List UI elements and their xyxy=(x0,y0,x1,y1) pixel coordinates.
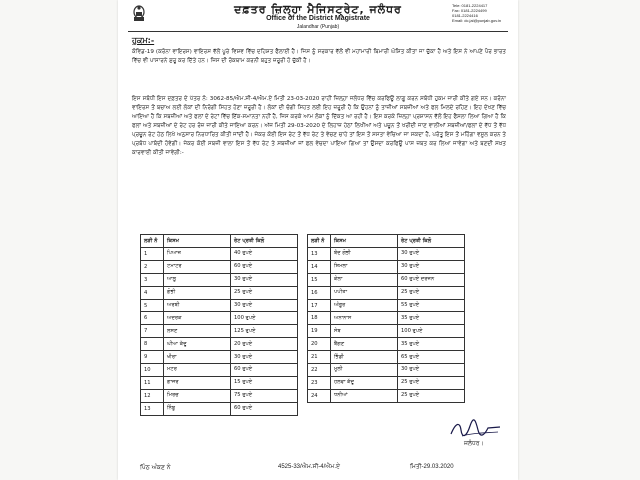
row-serial: 9 xyxy=(141,351,164,364)
table-row xyxy=(141,299,298,312)
row-serial: 18 xyxy=(308,312,331,325)
row-item: ਮੂਲੀ xyxy=(331,364,398,377)
row-rate: 75 ਰੁਪਏ xyxy=(231,389,298,402)
office-title-punjabi: ਦਫ਼ਤਰ ਜ਼ਿਲ੍ਹਾ ਮੈਜਿਸਟ੍ਰੇਟ, ਜਲੰਧਰ xyxy=(234,3,402,16)
table-row xyxy=(141,402,298,415)
row-rate: 125 ਰੁਪਏ xyxy=(231,325,298,338)
endorsement-date: ਮਿਤੀ-29.03.2020 xyxy=(410,464,454,470)
row-item: ਪਪੀਤਾ xyxy=(331,286,398,299)
table-row xyxy=(308,260,465,273)
contact-block xyxy=(452,3,510,23)
row-rate: 15 ਰੁਪਏ xyxy=(231,376,298,389)
row-serial: 13 xyxy=(308,248,331,261)
row-item: ਧਨੀਆਂ xyxy=(331,389,398,402)
rate-table-right xyxy=(307,234,465,403)
header-rate: ਰੇਟ ਪ੍ਰਤੀ ਕਿਲੋ xyxy=(231,235,298,248)
signature-icon xyxy=(448,418,503,440)
row-item: ਆਲੂ xyxy=(164,273,231,286)
row-item: ਮਟਰ xyxy=(164,364,231,377)
row-serial: 13 xyxy=(141,402,164,415)
document-page xyxy=(118,0,518,480)
row-serial: 7 xyxy=(141,325,164,338)
row-serial: 17 xyxy=(308,299,331,312)
table-row xyxy=(308,273,465,286)
row-rate: 60 ਰੁਪਏ xyxy=(231,402,298,415)
row-item: ਪਿਆਜ਼ xyxy=(164,248,231,261)
table-row xyxy=(308,351,465,364)
row-rate: 35 ਰੁਪਏ xyxy=(398,338,465,351)
table-row xyxy=(141,312,298,325)
paragraph-intro: ਕੋਵਿਡ-19 (ਕਰੋਨਾ ਵਾਇਰਸ) ਵਾਇਰਸ ਵੱਲੋਂ ਪੂਰੇ ਵਿਸ਼ਵ ਵਿੱਚ ਦਹਿਸ਼ਤ ਫੈਲਾਈ ਹੈ। ਜਿਸ ਨੂੰ ਸਰਕਾਰ ਵੱਲੋਂ ਵੀ ਮਹਾਂਮਾਰੀ ਬਿਮਾਰੀ ਘੋਸ਼ਿਤ ਕੀਤਾ ਜਾ ਚੁੱਕਾ ਹੈ ਅਤੇ ਇਸ ਨੇ ਆਪਣੇ ਪੈਰ ਭਾਰਤ ਵਿੱਚ ਵੀ ਪਾਸਾਰਨੇ ਸ਼ੁਰੂ ਕਰ ਦਿੱਤੇ ਹਨ। ਜਿਸ ਦੀ ਰੋਕਥਾਮ ਕਰਨੀ ਬਹੁਤ ਜ਼ਰੂਰੀ ਹੋ ਚੁੱਕੀ ਹੈ। xyxy=(132,49,506,64)
row-item: ਗਾਜਰ xyxy=(164,376,231,389)
row-serial: 6 xyxy=(141,312,164,325)
row-rate: 30 ਰੁਪਏ xyxy=(398,248,465,261)
row-rate: 100 ਰੁਪਏ xyxy=(398,325,465,338)
row-item: ਹਲਵਾ ਕੱਦੂ xyxy=(331,376,398,389)
table-row xyxy=(141,273,298,286)
row-rate: 30 ਰੁਪਏ xyxy=(398,364,465,377)
row-rate: 35 ਰੁਪਏ xyxy=(398,312,465,325)
table-row xyxy=(308,338,465,351)
row-serial: 12 xyxy=(141,389,164,402)
table-row xyxy=(308,376,465,389)
row-rate: 30 ਰੁਪਏ xyxy=(231,273,298,286)
row-item: ਟਮਾਟਰ xyxy=(164,260,231,273)
row-rate: 65 ਰੁਪਏ xyxy=(398,351,465,364)
header-item: ਕਿਸਮ xyxy=(331,235,398,248)
row-serial: 23 xyxy=(308,376,331,389)
row-item: ਸੇਬ xyxy=(331,325,398,338)
row-rate: 40 ਰੁਪਏ xyxy=(231,248,298,261)
contact-line: Fax: 0181-2224499 xyxy=(452,8,487,13)
row-serial: 1 xyxy=(141,248,164,261)
row-serial: 16 xyxy=(308,286,331,299)
table-row xyxy=(308,389,465,402)
row-serial: 15 xyxy=(308,273,331,286)
row-rate: 25 ਰੁਪਏ xyxy=(231,286,298,299)
office-title-english: Office of the District Magistrate xyxy=(266,15,370,22)
row-serial: 24 xyxy=(308,389,331,402)
row-serial: 2 xyxy=(141,260,164,273)
table-row xyxy=(141,260,298,273)
row-rate: 25 ਰੁਪਏ xyxy=(398,376,465,389)
row-serial: 21 xyxy=(308,351,331,364)
rate-table-left xyxy=(140,234,298,416)
table-row xyxy=(308,248,465,261)
signatory-place: ਜਲੰਧਰ। xyxy=(464,440,484,447)
row-item: ਅਰਬੀ xyxy=(164,299,231,312)
paragraph-order: ਇਸ ਸਬੰਧੀ ਇਸ ਦਫ਼ਤਰ ਦੇ ਪੱਤਰ ਨੰ: 3062-85/ਐਮ.ਸੀ-4/ਐਮ.ਏ ਮਿਤੀ 23-03-2020 ਰਾਹੀਂ ਜ਼ਿਲ੍ਹਾ ਜਲੰਧਰ ਵਿੱਚ ਕਰਫਿਊ ਲਾਗੂ ਕਰਨ ਸਬੰਧੀ ਹੁਕਮ ਜਾਰੀ ਕੀਤੇ ਗਏ ਸਨ। ਕਰੋਨਾ ਵਾਇਰਸ ਤੋਂ ਬਚਾਅ ਲਈ ਲੋਕਾਂ ਦੀ ਨਿਰੋਗੀ ਸਿਹਤ ਹੋਣਾ ਜ਼ਰੂਰੀ ਹੈ। ਲੋਕਾਂ ਦੀ ਚੰਗੀ ਸਿਹਤ ਲਈ ਇਹ ਜ਼ਰੂਰੀ ਹੈ ਕਿ ਉਹਨਾਂ ਨੂੰ ਤਾਜ਼ੀਆਂ ਸਬਜ਼ੀਆਂ ਅਤੇ ਫਲ ਮਿਲਦੇ ਰਹਿਣ। ਇਹ ਦੇਖਣ ਵਿੱਚ ਆਇਆ ਹੈ ਕਿ ਸਬਜ਼ੀਆਂ ਅਤੇ ਫਲਾਂ ਦੇ ਰੇਟਾਂ ਵਿੱਚ ਇੱਕ-ਸਮਾਨਤਾ ਨਹੀਂ ਹੈ, ਜਿਸ ਕਰਕੇ ਆਮ ਲੋਕਾਂ ਨੂੰ ਦਿੱਕਤ ਆ ਰਹੀ ਹੈ। ਇਸ ਕਰਕੇ ਜ਼ਿਲ੍ਹਾ ਪ੍ਰਸ਼ਾਸਨ ਵੱਲੋਂ ਇਹ ਫੈਸਲਾ ਲਿਆ ਗਿਆ ਹੈ ਕਿ ਫਲਾਂ ਅਤੇ ਸਬਜ਼ੀਆਂ ਦੇ ਰੇਟ ਹਰ ਰੋਜ਼ ਜਾਰੀ ਕੀਤੇ ਜਾਇਆ ਕਰਨ। ਅੱਜ ਮਿਤੀ 29-03-2020 ਦੇ ਲਿਹਾਜ਼ ਹੇਠਾਂ ਲਿਖੀਆਂ ਅਤੇ ਪਚੂਨ ਤੋਂ ਖਰੀਦੀ ਜਾਣ ਵਾਲੀਆਂ ਸਬਜ਼ੀਆਂ/ਫਲਾਂ ਦੇ ਵੱਧ ਤੋਂ ਵੱਧ ਪ੍ਰਚੂਨ ਰੇਟ ਹੇਠ ਲਿਖੇ ਅਨੁਸਾਰ ਨਿਰਧਾਰਿਤ ਕੀਤੀ ਜਾਂਦੀ ਹੈ। ਜੇਕਰ ਕੋਈ ਇਸ ਰੇਟ ਤੋਂ ਵੱਧ ਰੇਟ ਤੇ ਵੇਚਣ ਚਾਹੇ ਤਾਂ ਇਸ ਤੋਂ ਸਸਤਾ ਵੇਚਿਆ ਜਾ ਸਕਦਾ ਹੈ, ਪਰੰਤੂ ਇਸ ਤੋਂ ਮਹਿੰਗਾ ਵਸੂਲ ਕਰਨ ਤੇ ਪ੍ਰਬੰਧ ਪਾਬੰਦੀ ਹੋਵੇਗੀ। ਜੇਕਰ ਕੋਈ ਸਬਜ਼ੀ ਵਾਲਾ ਇਸ ਤੋਂ ਵੱਧ ਰੇਟ ਤੇ ਸਬਜ਼ੀਆਂ ਜਾਂ ਫਲ ਵੇਚਦਾ ਪਾਇਆ ਗਿਆ ਤਾਂ ਉਸਦਾ ਕਰਫਿਊ ਪਾਸ ਜ਼ਬਤ ਕਰ ਲਿਆ ਜਾਵੇਗਾ ਅਤੇ ਬਣਦੀ ਸਖ਼ਤ ਕਾਰਵਾਈ ਕੀਤੀ ਜਾਵੇਗੀ:- xyxy=(132,96,506,156)
row-item: ਘੀਆ ਕੱਦੂ xyxy=(164,338,231,351)
row-item: ਭਿੰਡੀ xyxy=(331,351,398,364)
endorsement-reference: 4525-33/ਐਮ.ਸੀ-4/ਐਮ.ਏ xyxy=(278,464,340,470)
table-row xyxy=(308,312,465,325)
row-rate: 100 ਰੁਪਏ xyxy=(231,312,298,325)
row-item: ਮਿਰਚ xyxy=(164,389,231,402)
table-row xyxy=(308,325,465,338)
header-item: ਕਿਸਮ xyxy=(164,235,231,248)
table-row xyxy=(141,325,298,338)
row-rate: 20 ਰੁਪਏ xyxy=(231,338,298,351)
row-item: ਨਿੰਬੂ xyxy=(164,402,231,415)
row-item: ਅੰਗੂਰ xyxy=(331,299,398,312)
contact-line: Email: dc.jal@punjab.gov.in xyxy=(452,18,502,23)
row-item: ਅਦਰਕ xyxy=(164,312,231,325)
row-serial: 19 xyxy=(308,325,331,338)
table-row xyxy=(141,389,298,402)
row-rate: 30 ਰੁਪਏ xyxy=(398,260,465,273)
table-row xyxy=(141,376,298,389)
row-serial: 10 xyxy=(141,364,164,377)
table-row xyxy=(308,364,465,377)
row-serial: 22 xyxy=(308,364,331,377)
header-rate: ਰੇਟ ਪ੍ਰਤੀ ਕਿਲੋ xyxy=(398,235,465,248)
table-row xyxy=(141,248,298,261)
office-city: Jalandhar (Punjab) xyxy=(296,24,340,30)
table-row xyxy=(141,338,298,351)
contact-line: 0181-2224416 xyxy=(452,13,478,18)
row-serial: 14 xyxy=(308,260,331,273)
row-item: ਬੈਂਗਣ xyxy=(331,338,398,351)
table-row xyxy=(308,299,465,312)
row-serial: 4 xyxy=(141,286,164,299)
row-serial: 3 xyxy=(141,273,164,286)
header-divider xyxy=(128,31,508,32)
table-row xyxy=(141,364,298,377)
row-item: ਅਨਾਨਾਸ xyxy=(331,312,398,325)
endorsement-label: ਪਿੰਠ ਅੰਕਣ ਨੰ xyxy=(140,464,171,471)
row-item: ਲਸਣ xyxy=(164,325,231,338)
header-serial: ਲੜੀ ਨੰ xyxy=(308,235,331,248)
row-rate: 30 ਰੁਪਏ xyxy=(231,351,298,364)
row-rate: 25 ਰੁਪਏ xyxy=(398,389,465,402)
row-item: ਬੰਦ ਗੋਭੀ xyxy=(331,248,398,261)
table-row xyxy=(141,351,298,364)
row-serial: 8 xyxy=(141,338,164,351)
row-item: ਸ਼ਿਮਲਾ xyxy=(331,260,398,273)
row-rate: 30 ਰੁਪਏ xyxy=(231,299,298,312)
row-rate: 60 ਰੁਪਏ ਦਰਜਨ xyxy=(398,273,465,286)
row-item: ਗੋਭੀ xyxy=(164,286,231,299)
row-rate: 25 ਰੁਪਏ xyxy=(398,286,465,299)
order-heading: ਹੁਕਮ:- xyxy=(132,36,155,45)
row-rate: 55 ਰੁਪਏ xyxy=(398,299,465,312)
row-serial: 11 xyxy=(141,376,164,389)
row-rate: 60 ਰੁਪਏ xyxy=(231,260,298,273)
row-serial: 20 xyxy=(308,338,331,351)
contact-line: Tele: 0181-2224417 xyxy=(452,3,488,8)
row-rate: 60 ਰੁਪਏ xyxy=(231,364,298,377)
row-serial: 5 xyxy=(141,299,164,312)
row-item: ਖੀਰਾ xyxy=(164,351,231,364)
table-row xyxy=(308,286,465,299)
row-item: ਕੇਲਾ xyxy=(331,273,398,286)
table-row xyxy=(141,286,298,299)
header-serial: ਲੜੀ ਨੰ xyxy=(141,235,164,248)
